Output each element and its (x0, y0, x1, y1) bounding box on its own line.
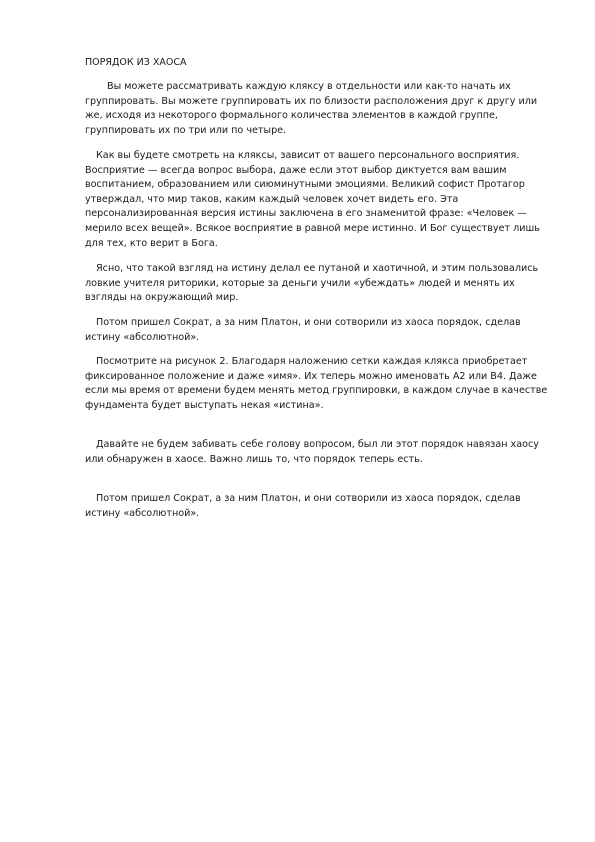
paragraph-7: Потом пришел Сократ, а за ним Платон, и они сотворили из хаоса порядок, сделав истину «абсолютной». (85, 493, 521, 519)
paragraph-3: Ясно, что такой взгляд на истину делал ее путаной и хаотичной, и этим пользовались ловкие учителя риторики, которые за деньги учили «убеждать» людей и менять их взгляды на окружающий мир. (85, 263, 539, 304)
paragraph-6: Давайте не будем забивать себе голову вопросом, был ли этот порядок навязан хаосу или обнаружен в хаосе. Важно лишь то, что порядок теперь есть. (85, 439, 539, 465)
paragraph-2: Как вы будете смотреть на кляксы, зависит от вашего персонального восприятия. Восприятие — всегда вопрос выбора, даже если этот выбор диктуется вам вашим воспитанием, образованием или сиюминутными эмоциями. Великий софист Протагор утверждал, что мир таков, каким каждый человек хочет видеть его. Эта персонализированная версия истины заключена в его знаменитой фразе: «Человек — мерило всех вещей». Всякое восприятие в равной мере истинно. И Бог существует лишь для тех, кто верит в Бога. (85, 150, 540, 249)
paragraph-5: Посмотрите на рисунок 2. Благодаря наложению сетки каждая клякса приобретает фиксированное положение и даже «имя». Их теперь можно именовать А2 или В4. Даже если мы время от времени будем менять метод группировки, в каждом случае в качестве фундамента будет выступать некая «истина». (85, 356, 548, 411)
document-title: ПОРЯДОК ИЗ ХАОСА (85, 57, 187, 68)
paragraph-1: Вы можете рассматривать каждую кляксу в отдельности или как-то начать их группировать. Вы можете группировать их по близости расположения друг к другу или же, исходя из некоторого формального количества элементов в каждой группе, группировать их по три или по четыре. (85, 81, 538, 136)
paragraph-4: Потом пришел Сократ, а за ним Платон, и они сотворили из хаоса порядок, сделав истину «абсолютной». (85, 317, 521, 343)
